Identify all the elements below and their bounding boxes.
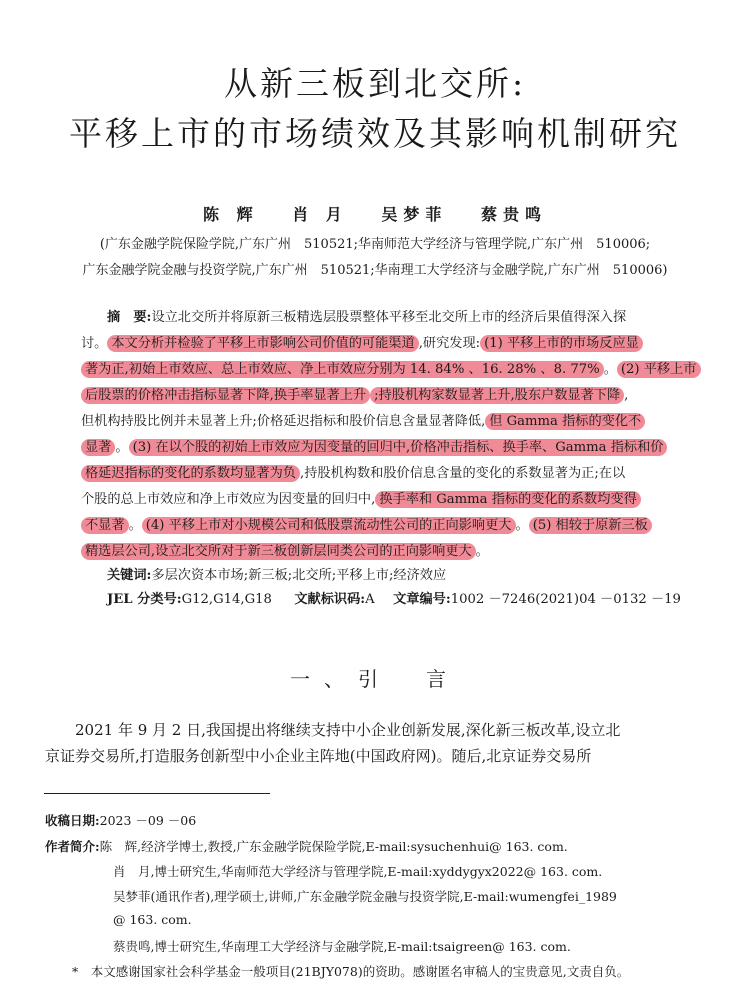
abstract-text: 。 bbox=[115, 440, 129, 455]
highlight: 著为正,初始上市效应、总上市效应、净上市效应分别为 14. 84% 、16. 28% 、8. 77% bbox=[81, 361, 604, 378]
abstract-line-2 bbox=[81, 331, 709, 357]
highlight: (4) 平移上市对小规模公司和低股票流动性公司的正向影响更大 bbox=[142, 517, 516, 534]
author-bio-1 bbox=[45, 837, 568, 855]
keywords-label: 关键词: bbox=[107, 568, 152, 583]
funding-note: * 本文感谢国家社会科学基金一般项目(21BJY078)的资助。感谢匿名审稿人的宝贵意见,文责自负。 bbox=[72, 964, 630, 979]
abstract-line-3 bbox=[81, 357, 709, 383]
highlight: (2) 平移上市 bbox=[617, 361, 701, 378]
highlight: 换手率和 Gamma 指标的变化的系数均变得 bbox=[375, 491, 640, 508]
title-line-2: 平移上市的市场绩效及其影响机制研究 bbox=[69, 114, 681, 153]
keywords bbox=[81, 563, 709, 589]
highlight: 本文分析并检验了平移上市影响公司价值的可能渠道 bbox=[107, 335, 418, 352]
highlight: (5) 相较于原新三板 bbox=[529, 517, 652, 534]
abstract-text: 个股的总上市效应和净上市效应为因变量的回归中, bbox=[81, 492, 376, 507]
abstract-text: 。 bbox=[515, 518, 529, 533]
affiliation-line-2: 广东金融学院金融与投资学院,广东广州 510521;华南理工大学经济与金融学院,广东广州 510006) bbox=[82, 263, 668, 278]
abstract-text: 。 bbox=[475, 544, 489, 559]
abstract-line-1 bbox=[81, 305, 709, 331]
author-3: 吴梦菲 bbox=[381, 205, 448, 224]
author-list bbox=[0, 202, 750, 225]
abstract-line-6 bbox=[81, 435, 709, 461]
abstract-line-10 bbox=[81, 539, 709, 565]
highlight: 显著 bbox=[81, 439, 115, 456]
title-line-1: 从新三板到北交所: bbox=[223, 64, 527, 103]
author-bio-3: 吴梦菲(通讯作者),理学硕士,讲师,广东金融学院金融与投资学院,E-mail:wumengfei_1989 bbox=[113, 889, 617, 904]
section-heading: 一、引 言 bbox=[290, 667, 460, 691]
affiliation-line-1: (广东金融学院保险学院,广东广州 510521;华南师范大学经济与管理学院,广东广州 510006; bbox=[99, 237, 651, 252]
article-number-value: 1002 －7246(2021)04 －0132 －19 bbox=[450, 592, 681, 607]
received-date bbox=[45, 811, 196, 829]
highlight: 精选层公司,设立北交所对于新三板创新层同类公司的正向影响更大 bbox=[81, 543, 476, 560]
abstract-text: ,持股机构数和股价信息含量的变化的系数显著为正;在以 bbox=[300, 466, 626, 481]
abstract-text: 设立北交所并将原新三板精选层股票整体平移至北交所上市的经济后果值得深入探 bbox=[151, 310, 627, 325]
abstract-line-8 bbox=[81, 487, 709, 513]
body-paragraph-line-2: 京证券交易所,打造服务创新型中小企业主阵地(中国政府网)。随后,北京证券交易所 bbox=[45, 747, 592, 765]
highlight: (3) 在以个股的初始上市效应为因变量的回归中,价格冲击指标、换手率、Gamma 指标和价 bbox=[129, 439, 668, 456]
highlight: 但 Gamma 指标的变化不 bbox=[485, 413, 645, 430]
author-4: 蔡贵鸣 bbox=[480, 205, 547, 224]
author-bio-2: 肖 月,博士研究生,华南师范大学经济与管理学院,E-mail:xyddygyx2022@ 163. com. bbox=[113, 864, 603, 879]
bio-text: 陈 辉,经济学博士,教授,广东金融学院保险学院,E-mail:sysuchenhui@ 163. com. bbox=[99, 839, 568, 854]
body-text: 2021 年 9 月 2 日,我国提出将继续支持中小企业创新发展,深化新三板改革,设立北 bbox=[75, 721, 621, 739]
abstract-text: 讨。 bbox=[81, 336, 108, 351]
author-bio-4: 蔡贵鸣,博士研究生,华南理工大学经济与金融学院,E-mail:tsaigreen@ 163. com. bbox=[113, 939, 571, 954]
keywords-value: 多层次资本市场;新三板;北交所;平移上市;经济效应 bbox=[151, 568, 447, 583]
abstract-text: 但机构持股比例并未显著上升;价格延迟指标和股价信息含量显著降低, bbox=[81, 414, 486, 429]
author-1: 陈 辉 bbox=[203, 205, 259, 224]
highlight: 格延迟指标的变化的系数均显著为负 bbox=[81, 465, 300, 482]
abstract-label: 摘 要: bbox=[107, 310, 152, 325]
doc-code-value: A bbox=[365, 592, 375, 607]
abstract-text: , bbox=[624, 388, 629, 403]
highlight: ;持股机构家数显著上升,股东户数显著下降 bbox=[370, 387, 624, 404]
highlight: 不显著 bbox=[81, 517, 129, 534]
abstract-text: 。 bbox=[128, 518, 142, 533]
bio-label: 作者简介: bbox=[45, 839, 100, 854]
author-2: 肖 月 bbox=[292, 205, 348, 224]
received-value: 2023 －09 －06 bbox=[99, 813, 197, 828]
jel-value: G12,G14,G18 bbox=[181, 592, 272, 607]
footnote-divider bbox=[44, 793, 270, 794]
doc-code-label: 文献标识码: bbox=[294, 592, 366, 607]
abstract-line-9 bbox=[81, 513, 709, 539]
abstract-line-5 bbox=[81, 409, 709, 435]
author-bio-3-cont: @ 163. com. bbox=[113, 912, 192, 927]
highlight: (1) 平移上市的市场反应显 bbox=[480, 335, 643, 352]
highlight: 后股票的价格冲击指标显著下降,换手率显著上升 bbox=[81, 387, 370, 404]
abstract-line-7 bbox=[81, 461, 709, 487]
jel-label: JEL 分类号: bbox=[107, 592, 182, 607]
article-number-label: 文章编号: bbox=[393, 592, 451, 607]
body-paragraph-line-1 bbox=[45, 717, 710, 743]
received-label: 收稿日期: bbox=[45, 813, 100, 828]
classification-line bbox=[81, 587, 709, 613]
abstract-line-4 bbox=[81, 383, 709, 409]
abstract-text: ,研究发现: bbox=[418, 336, 481, 351]
abstract-text: 。 bbox=[603, 362, 617, 377]
